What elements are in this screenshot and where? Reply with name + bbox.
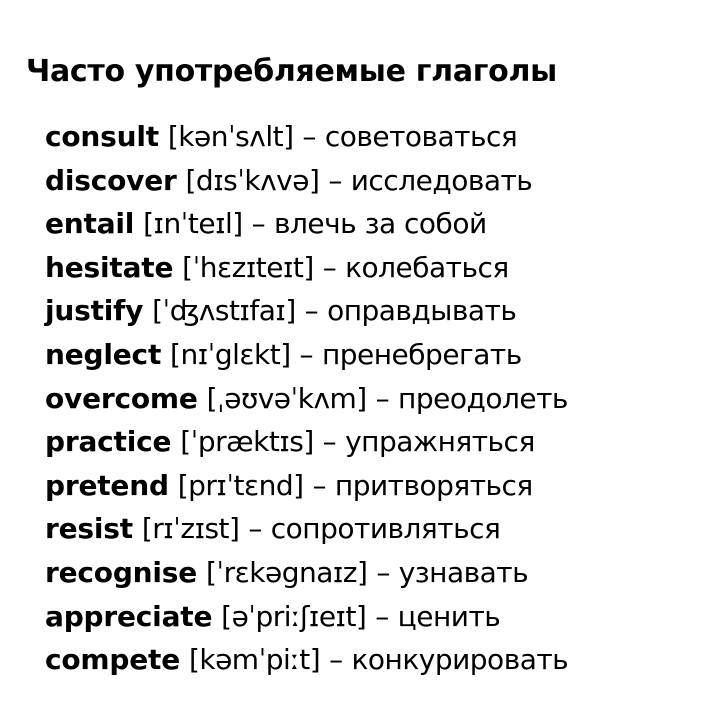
list-item bbox=[45, 595, 568, 639]
english-verb: hesitate bbox=[45, 250, 174, 284]
english-verb: discover bbox=[45, 163, 177, 197]
dash: – bbox=[312, 468, 326, 502]
transcription: [ˈpræktɪs] bbox=[180, 425, 314, 459]
transcription: [ˈrɛkəgnaɪz] bbox=[205, 555, 368, 589]
list-item bbox=[45, 464, 568, 508]
russian-translation: конкурировать bbox=[351, 643, 569, 677]
list-item bbox=[45, 420, 568, 464]
dash: – bbox=[322, 250, 337, 284]
russian-translation: колебаться bbox=[345, 250, 509, 284]
dash: – bbox=[304, 294, 319, 328]
english-verb: overcome bbox=[45, 381, 198, 415]
list-item bbox=[45, 289, 568, 333]
russian-translation: узнавать bbox=[398, 555, 529, 589]
russian-translation: пренебрегать bbox=[321, 337, 522, 371]
russian-translation: оправдывать bbox=[327, 294, 517, 328]
dash: – bbox=[375, 599, 389, 633]
dash: – bbox=[299, 337, 314, 371]
transcription: [kənˈsʌlt] bbox=[167, 120, 294, 153]
list-item bbox=[45, 638, 568, 682]
dash: – bbox=[375, 381, 390, 415]
transcription: [əˈpriːʃɪeɪt] bbox=[221, 599, 367, 633]
russian-translation: влечь за собой bbox=[274, 207, 487, 241]
dash: – bbox=[329, 643, 343, 677]
english-verb: neglect bbox=[45, 337, 162, 371]
dash: – bbox=[248, 512, 262, 546]
transcription: [prɪˈtɛnd] bbox=[177, 468, 304, 502]
transcription: [ˌəʊvəˈkʌm] bbox=[206, 381, 367, 415]
dash: – bbox=[328, 163, 342, 197]
russian-translation: преодолеть bbox=[398, 381, 568, 415]
english-verb: recognise bbox=[45, 555, 198, 589]
dash: – bbox=[251, 207, 266, 241]
verb-list bbox=[45, 115, 568, 682]
list-item bbox=[45, 159, 568, 203]
russian-translation: исследовать bbox=[350, 163, 533, 197]
english-verb: pretend bbox=[45, 468, 169, 502]
transcription: [ˈhɛzɪteɪt] bbox=[182, 250, 314, 284]
transcription: [kəmˈpiːt] bbox=[188, 643, 321, 677]
english-verb: consult bbox=[45, 120, 159, 153]
russian-translation: ценить bbox=[397, 599, 501, 633]
dash: – bbox=[322, 425, 337, 459]
english-verb: resist bbox=[45, 512, 133, 546]
list-item bbox=[45, 202, 568, 246]
russian-translation: упражняться bbox=[345, 425, 535, 459]
list-item bbox=[45, 551, 568, 595]
list-item bbox=[45, 115, 568, 159]
list-item bbox=[45, 246, 568, 290]
russian-translation: притворяться bbox=[334, 468, 533, 502]
english-verb: practice bbox=[45, 425, 172, 459]
list-item bbox=[45, 377, 568, 421]
transcription: [dɪsˈkʌvə] bbox=[185, 163, 320, 197]
list-item bbox=[45, 333, 568, 377]
transcription: [ˈʤʌstɪfaɪ] bbox=[152, 294, 296, 328]
transcription: [rɪˈzɪst] bbox=[141, 512, 240, 546]
russian-translation: советоваться bbox=[324, 120, 518, 153]
dash: – bbox=[376, 555, 390, 589]
transcription: [ɪnˈteɪl] bbox=[143, 207, 243, 241]
page-title: Часто употребляемые глаголы bbox=[26, 54, 557, 89]
dash: – bbox=[302, 120, 316, 153]
english-verb: justify bbox=[45, 294, 144, 328]
transcription: [nɪˈglɛkt] bbox=[170, 337, 291, 371]
english-verb: entail bbox=[45, 207, 135, 241]
russian-translation: сопротивляться bbox=[270, 512, 501, 546]
english-verb: compete bbox=[45, 643, 181, 677]
list-item bbox=[45, 507, 568, 551]
english-verb: appreciate bbox=[45, 599, 213, 633]
